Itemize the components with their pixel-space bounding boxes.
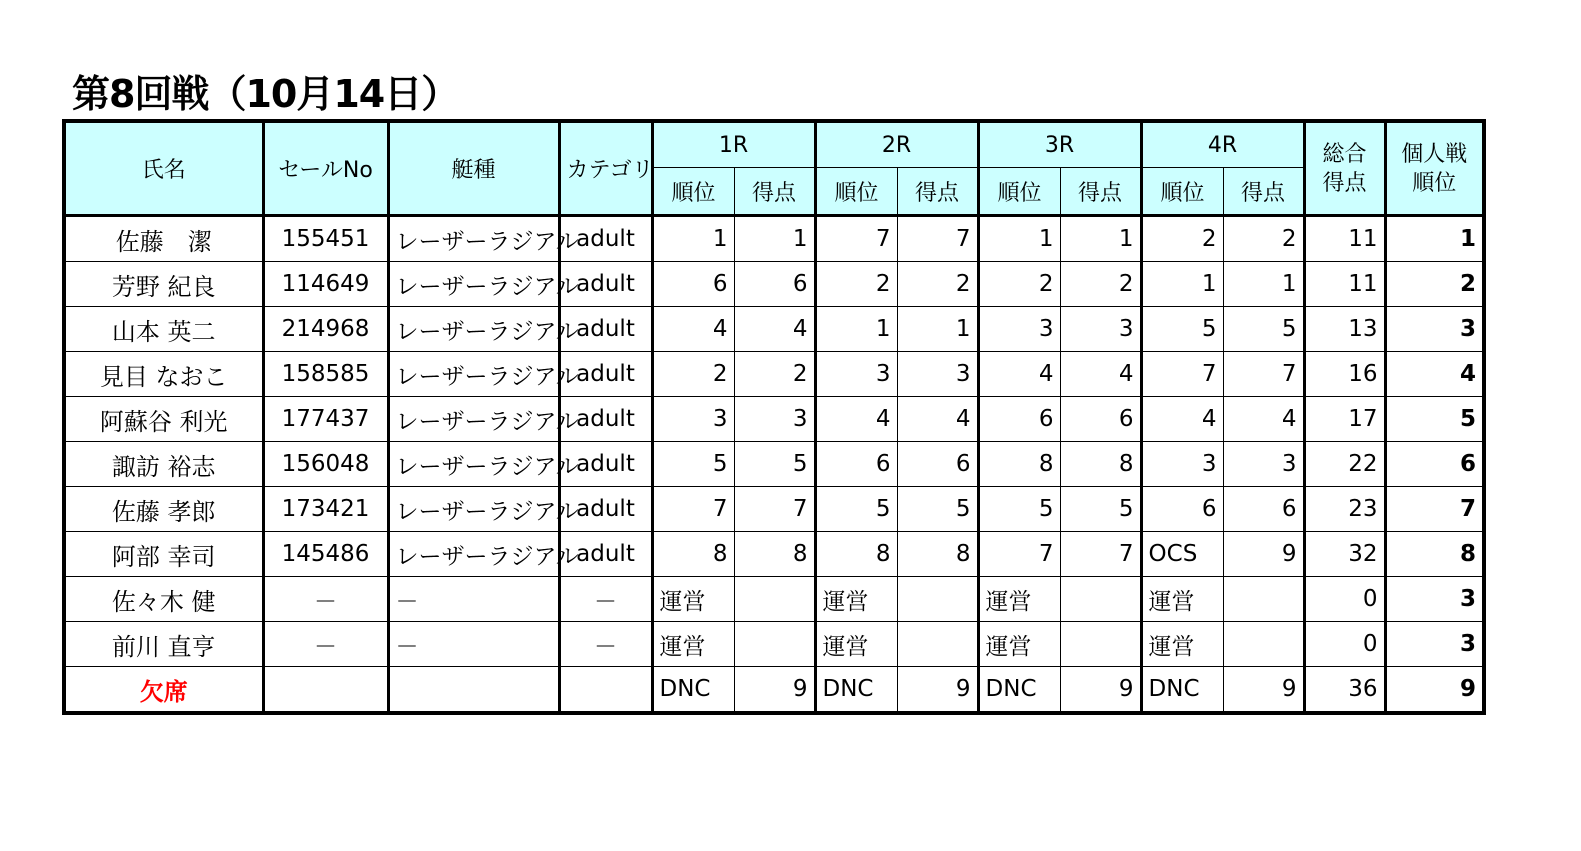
- boat-class: レーザーラジアル: [388, 216, 559, 262]
- r1-points: 2: [734, 352, 815, 397]
- r1-rank: 8: [652, 532, 734, 577]
- r3-rank: 8: [978, 442, 1060, 487]
- header-sail-no: セールNo: [263, 121, 388, 216]
- total-points: 11: [1304, 216, 1385, 262]
- r2-rank: DNC: [815, 667, 897, 714]
- header-round-3: 3R: [978, 121, 1141, 168]
- table-row: [64, 262, 1484, 307]
- r2-points: 3: [897, 352, 978, 397]
- category: －: [559, 577, 652, 622]
- header-r1-rank: 順位: [652, 168, 734, 216]
- sail-number: 177437: [263, 397, 388, 442]
- competitor-name: 山本 英二: [64, 307, 263, 352]
- sail-number: 145486: [263, 532, 388, 577]
- r4-rank: 6: [1141, 487, 1223, 532]
- r1-rank: 3: [652, 397, 734, 442]
- header-r3-points: 得点: [1060, 168, 1141, 216]
- r2-rank: 4: [815, 397, 897, 442]
- r1-rank: 4: [652, 307, 734, 352]
- sail-number: 173421: [263, 487, 388, 532]
- boat-class: レーザーラジアル: [388, 397, 559, 442]
- r4-rank: 1: [1141, 262, 1223, 307]
- total-points: 32: [1304, 532, 1385, 577]
- category: [559, 667, 652, 714]
- category: adult: [559, 307, 652, 352]
- r3-rank: 3: [978, 307, 1060, 352]
- boat-class: レーザーラジアル: [388, 307, 559, 352]
- r2-points: 6: [897, 442, 978, 487]
- table-header: [64, 121, 1484, 216]
- r3-points: 9: [1060, 667, 1141, 714]
- individual-rank: 3: [1385, 577, 1484, 622]
- sail-number: 155451: [263, 216, 388, 262]
- r4-rank: 2: [1141, 216, 1223, 262]
- r2-points: 8: [897, 532, 978, 577]
- sail-number: [263, 667, 388, 714]
- r3-points: 2: [1060, 262, 1141, 307]
- r4-rank: 運営: [1141, 577, 1223, 622]
- header-r1-points: 得点: [734, 168, 815, 216]
- individual-rank: 9: [1385, 667, 1484, 714]
- category: －: [559, 622, 652, 667]
- r1-rank: 7: [652, 487, 734, 532]
- sail-number: 158585: [263, 352, 388, 397]
- r1-rank: DNC: [652, 667, 734, 714]
- boat-class: レーザーラジアル: [388, 532, 559, 577]
- r1-points: 4: [734, 307, 815, 352]
- sail-number: －: [263, 622, 388, 667]
- r2-points: 5: [897, 487, 978, 532]
- r2-rank: 運営: [815, 577, 897, 622]
- r2-rank: 2: [815, 262, 897, 307]
- r1-rank: 5: [652, 442, 734, 487]
- r4-rank: OCS: [1141, 532, 1223, 577]
- r2-points: 9: [897, 667, 978, 714]
- r2-points: 2: [897, 262, 978, 307]
- r4-points: [1223, 577, 1304, 622]
- r2-rank: 8: [815, 532, 897, 577]
- individual-rank: 3: [1385, 622, 1484, 667]
- r3-points: 7: [1060, 532, 1141, 577]
- category: adult: [559, 397, 652, 442]
- category: adult: [559, 216, 652, 262]
- header-total-line1: 総合: [1322, 141, 1367, 167]
- total-points: 22: [1304, 442, 1385, 487]
- category: adult: [559, 442, 652, 487]
- r3-rank: 6: [978, 397, 1060, 442]
- r3-points: 1: [1060, 216, 1141, 262]
- sail-number: 114649: [263, 262, 388, 307]
- r1-points: 9: [734, 667, 815, 714]
- r1-points: [734, 622, 815, 667]
- r4-rank: 運営: [1141, 622, 1223, 667]
- r1-rank: 2: [652, 352, 734, 397]
- header-r3-rank: 順位: [978, 168, 1060, 216]
- header-r4-rank: 順位: [1141, 168, 1223, 216]
- competitor-name: 諏訪 裕志: [64, 442, 263, 487]
- r3-points: 8: [1060, 442, 1141, 487]
- boat-class: [388, 667, 559, 714]
- boat-class: レーザーラジアル: [388, 352, 559, 397]
- table-row: [64, 577, 1484, 622]
- r4-points: 2: [1223, 216, 1304, 262]
- r3-rank: 1: [978, 216, 1060, 262]
- individual-rank: 3: [1385, 307, 1484, 352]
- table-row: [64, 216, 1484, 262]
- r4-points: 9: [1223, 532, 1304, 577]
- sail-number: 214968: [263, 307, 388, 352]
- boat-class: レーザーラジアル: [388, 487, 559, 532]
- r2-rank: 6: [815, 442, 897, 487]
- competitor-name: 阿蘇谷 利光: [64, 397, 263, 442]
- r1-points: 5: [734, 442, 815, 487]
- header-name: 氏名: [64, 121, 263, 216]
- r2-rank: 運営: [815, 622, 897, 667]
- total-points: 0: [1304, 622, 1385, 667]
- r2-points: 4: [897, 397, 978, 442]
- r4-points: 1: [1223, 262, 1304, 307]
- r1-points: 1: [734, 216, 815, 262]
- table-body: [64, 216, 1484, 714]
- r3-rank: 4: [978, 352, 1060, 397]
- header-round-4: 4R: [1141, 121, 1304, 168]
- r2-rank: 3: [815, 352, 897, 397]
- r4-rank: 5: [1141, 307, 1223, 352]
- results-table: [62, 119, 1486, 715]
- r3-points: [1060, 622, 1141, 667]
- r4-points: 4: [1223, 397, 1304, 442]
- r2-points: 7: [897, 216, 978, 262]
- r4-rank: DNC: [1141, 667, 1223, 714]
- table-row: [64, 352, 1484, 397]
- r3-rank: 運営: [978, 622, 1060, 667]
- r1-points: 7: [734, 487, 815, 532]
- r1-rank: 6: [652, 262, 734, 307]
- header-r2-points: 得点: [897, 168, 978, 216]
- r3-rank: 7: [978, 532, 1060, 577]
- individual-rank: 5: [1385, 397, 1484, 442]
- r1-points: 6: [734, 262, 815, 307]
- header-r4-points: 得点: [1223, 168, 1304, 216]
- r4-points: 6: [1223, 487, 1304, 532]
- header-total-points: [1304, 121, 1385, 216]
- table-row: [64, 487, 1484, 532]
- total-points: 36: [1304, 667, 1385, 714]
- r2-points: 1: [897, 307, 978, 352]
- table-row: [64, 307, 1484, 352]
- table-row: [64, 667, 1484, 714]
- total-points: 17: [1304, 397, 1385, 442]
- table-row: [64, 532, 1484, 577]
- r4-rank: 4: [1141, 397, 1223, 442]
- r4-rank: 7: [1141, 352, 1223, 397]
- sail-number: －: [263, 577, 388, 622]
- r2-points: [897, 577, 978, 622]
- header-boat-class: 艇種: [388, 121, 559, 216]
- r4-points: 5: [1223, 307, 1304, 352]
- boat-class: －: [388, 577, 559, 622]
- category: adult: [559, 352, 652, 397]
- r4-points: 9: [1223, 667, 1304, 714]
- boat-class: －: [388, 622, 559, 667]
- r4-points: 7: [1223, 352, 1304, 397]
- r2-points: [897, 622, 978, 667]
- competitor-name: 佐藤 孝郎: [64, 487, 263, 532]
- competitor-name: 芳野 紀良: [64, 262, 263, 307]
- individual-rank: 1: [1385, 216, 1484, 262]
- r1-rank: 運営: [652, 622, 734, 667]
- table-row: [64, 622, 1484, 667]
- header-category: カテゴリ: [559, 121, 652, 216]
- individual-rank: 2: [1385, 262, 1484, 307]
- competitor-name: 佐藤 潔: [64, 216, 263, 262]
- table-row: [64, 442, 1484, 487]
- individual-rank: 6: [1385, 442, 1484, 487]
- total-points: 13: [1304, 307, 1385, 352]
- boat-class: レーザーラジアル: [388, 262, 559, 307]
- r1-points: [734, 577, 815, 622]
- individual-rank: 4: [1385, 352, 1484, 397]
- r4-points: [1223, 622, 1304, 667]
- header-round-2: 2R: [815, 121, 978, 168]
- r3-rank: 運営: [978, 577, 1060, 622]
- category: adult: [559, 532, 652, 577]
- r4-points: 3: [1223, 442, 1304, 487]
- boat-class: レーザーラジアル: [388, 442, 559, 487]
- r3-points: 3: [1060, 307, 1141, 352]
- r1-points: 3: [734, 397, 815, 442]
- r1-points: 8: [734, 532, 815, 577]
- sail-number: 156048: [263, 442, 388, 487]
- r3-rank: 2: [978, 262, 1060, 307]
- category: adult: [559, 487, 652, 532]
- competitor-name: 前川 直亨: [64, 622, 263, 667]
- header-indiv-line2: 順位: [1412, 170, 1457, 196]
- individual-rank: 7: [1385, 487, 1484, 532]
- competitor-name: 阿部 幸司: [64, 532, 263, 577]
- r3-points: 5: [1060, 487, 1141, 532]
- r3-points: 4: [1060, 352, 1141, 397]
- page-title: 第8回戦（10月14日）: [72, 72, 459, 116]
- r3-points: [1060, 577, 1141, 622]
- individual-rank: 8: [1385, 532, 1484, 577]
- table-row: [64, 397, 1484, 442]
- total-points: 0: [1304, 577, 1385, 622]
- competitor-name: 佐々木 健: [64, 577, 263, 622]
- r2-rank: 5: [815, 487, 897, 532]
- header-r2-rank: 順位: [815, 168, 897, 216]
- header-individual-rank: [1385, 121, 1484, 216]
- header-total-line2: 得点: [1322, 170, 1367, 196]
- r4-rank: 3: [1141, 442, 1223, 487]
- r3-points: 6: [1060, 397, 1141, 442]
- r3-rank: DNC: [978, 667, 1060, 714]
- r2-rank: 7: [815, 216, 897, 262]
- r1-rank: 1: [652, 216, 734, 262]
- competitor-name: 見目 なおこ: [64, 352, 263, 397]
- total-points: 11: [1304, 262, 1385, 307]
- total-points: 23: [1304, 487, 1385, 532]
- r1-rank: 運営: [652, 577, 734, 622]
- r2-rank: 1: [815, 307, 897, 352]
- r3-rank: 5: [978, 487, 1060, 532]
- header-round-1: 1R: [652, 121, 815, 168]
- header-indiv-line1: 個人戦: [1401, 141, 1468, 167]
- competitor-name: 欠席: [64, 667, 263, 714]
- category: adult: [559, 262, 652, 307]
- total-points: 16: [1304, 352, 1385, 397]
